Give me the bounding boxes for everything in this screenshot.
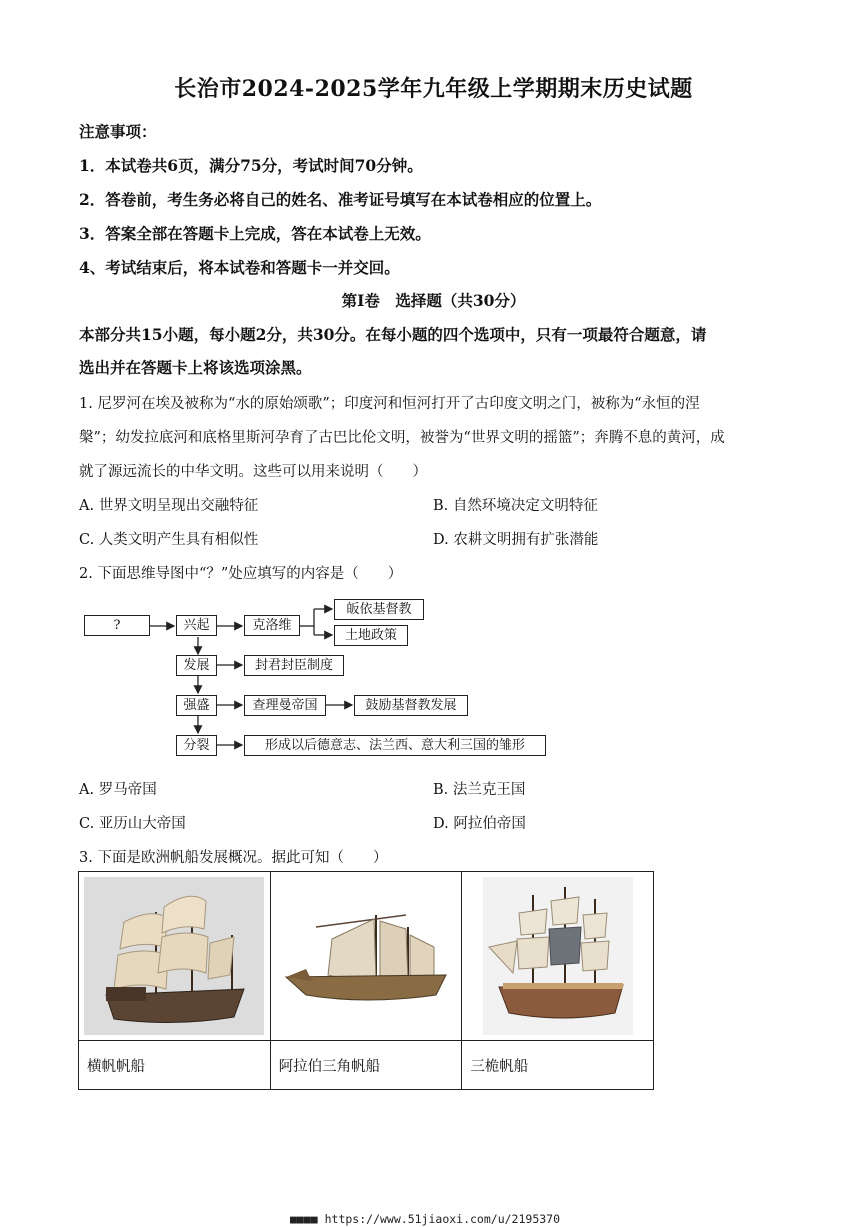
section-instructions: 本部分共15小题，每小题2分，共30分。在每小题的四个选项中，只有一项最符合题意，请: [79, 325, 707, 344]
question-1-text: 1. 尼罗河在埃及被称为“水的原始颂歌”；印度河和恒河打开了古印度文明之门，被称为“永恒的涅: [79, 396, 700, 412]
ship-caption: 三桅帆船: [462, 1041, 654, 1090]
footer-url[interactable]: ■■■■ https://www.51jiaoxi.com/u/2195370: [290, 1212, 561, 1226]
section-instructions: 选出并在答题卡上将该选项涂黑。: [79, 358, 312, 377]
square-rigged-ship-image: [84, 877, 264, 1035]
three-masted-ship-image: [483, 877, 633, 1035]
notice-heading: 注意事项：: [79, 122, 157, 141]
mindmap-rise-person: 克洛维: [244, 615, 300, 636]
question-2-text: 2. 下面思维导图中“？”处应填写的内容是（ ）: [79, 566, 403, 582]
question-3-text: 3. 下面是欧洲帆船发展概况。据此可知（ ）: [79, 850, 388, 866]
question-1-text: 就了源远流长的中华文明。这些可以用来说明（ ）: [79, 464, 427, 480]
mindmap-strong-result: 鼓励基督教发展: [354, 695, 468, 716]
notice-item: 4、考试结束后，将本试卷和答题卡一并交回。: [79, 258, 400, 277]
page-title: 长治市2024-2025学年九年级上学期期末历史试题: [174, 76, 693, 102]
ship-image-cell: [79, 872, 271, 1041]
mindmap-stage-rise: 兴起: [176, 615, 217, 636]
mindmap-develop-result: 封君封臣制度: [244, 655, 344, 676]
option-d[interactable]: D. 阿拉伯帝国: [433, 816, 526, 832]
question-1-text: 槃”；幼发拉底河和底格里斯河孕育了古巴比伦文明，被誉为“世界文明的摇篮”；奔腾不息的黄河，成: [79, 430, 725, 446]
mindmap-root-unknown: ?: [84, 615, 150, 636]
mindmap-rise-result-1: 皈依基督教: [334, 599, 424, 620]
ship-caption: 横帆帆船: [79, 1041, 271, 1090]
arab-lateen-ship-image: [276, 877, 456, 1035]
option-c[interactable]: C. 亚历山大帝国: [79, 816, 186, 832]
option-b[interactable]: B. 法兰克王国: [433, 782, 526, 798]
option-a[interactable]: A. 罗马帝国: [79, 782, 157, 798]
option-b[interactable]: B. 自然环境决定文明特征: [433, 498, 598, 514]
mindmap-split-result: 形成以后德意志、法兰西、意大利三国的雏形: [244, 735, 546, 756]
mindmap-stage-split: 分裂: [176, 735, 217, 756]
mindmap-stage-develop: 发展: [176, 655, 217, 676]
mindmap-stage-strong: 强盛: [176, 695, 217, 716]
mindmap-strong-person: 查理曼帝国: [244, 695, 326, 716]
ship-table: [78, 871, 654, 1090]
mindmap-rise-result-2: 土地政策: [334, 625, 408, 646]
ship-image-cell: [462, 872, 654, 1041]
notice-item: 1．本试卷共6页，满分75分，考试时间70分钟。: [79, 156, 423, 175]
section-heading: 第Ⅰ卷 选择题（共30分）: [341, 291, 526, 310]
option-c[interactable]: C. 人类文明产生具有相似性: [79, 532, 259, 548]
notice-item: 3．答案全部在答题卡上完成，答在本试卷上无效。: [79, 224, 431, 243]
ship-caption: 阿拉伯三角帆船: [270, 1041, 462, 1090]
option-d[interactable]: D. 农耕文明拥有扩张潜能: [433, 532, 599, 548]
ship-image-cell: [270, 872, 462, 1041]
option-a[interactable]: A. 世界文明呈现出交融特征: [79, 498, 259, 514]
notice-item: 2．答卷前，考生务必将自己的姓名、准考证号填写在本试卷相应的位置上。: [79, 190, 602, 209]
